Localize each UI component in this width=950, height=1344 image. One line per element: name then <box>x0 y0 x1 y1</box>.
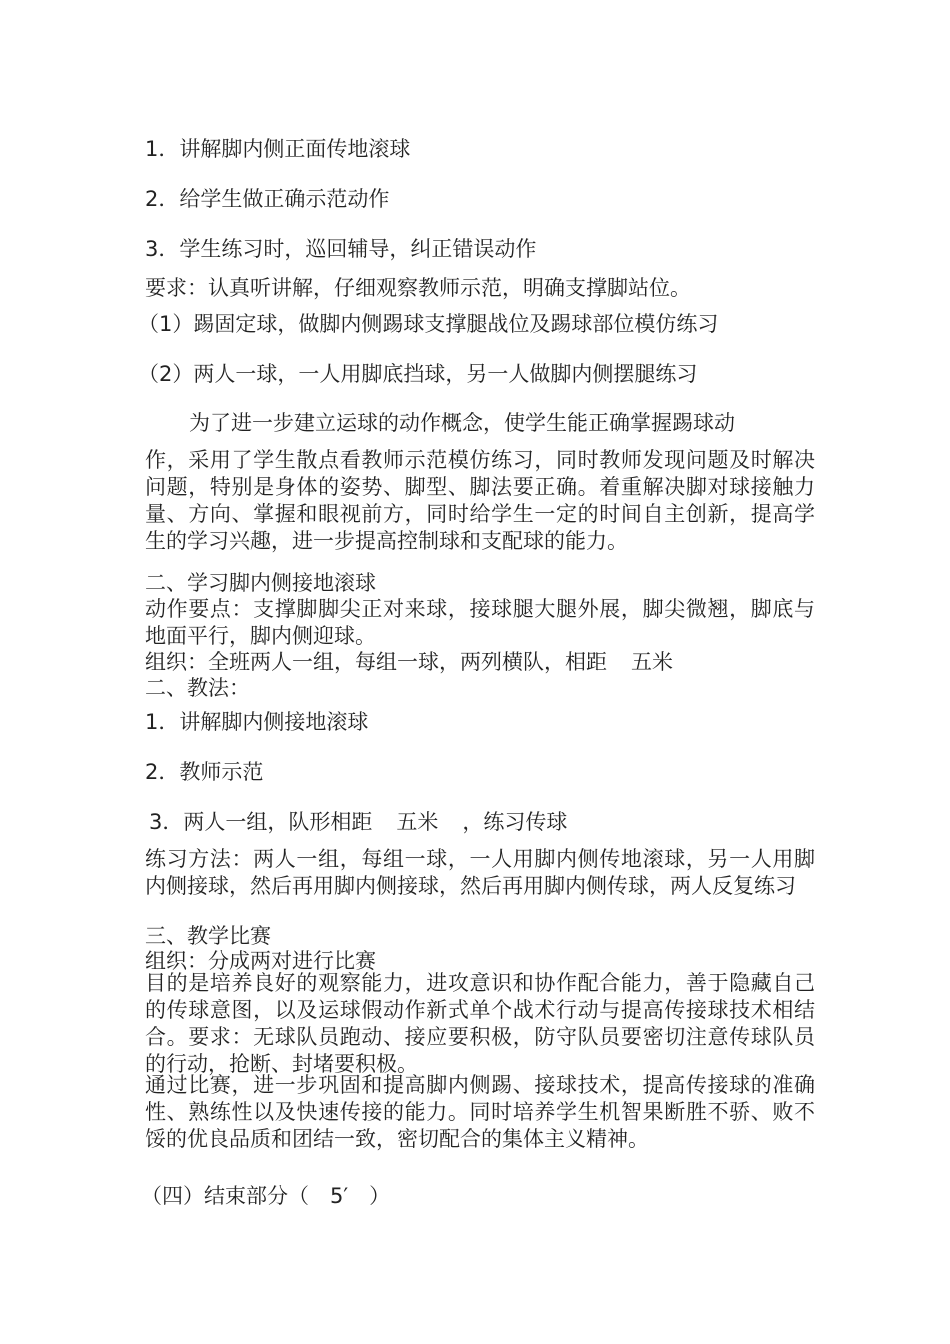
purpose-paragraph: 目的是培养良好的观察能力，进攻意识和协作配合能力，善于隐藏自己的传球意图，以及运球假动作新式单个战术行动与提高传接球技术相结合。要求：无球队员跑动、接应要积极，防守队员要密切注意传球队员的行动，抢断、封堵要积极。 <box>145 971 815 1076</box>
step-b-3 <box>149 809 567 835</box>
ending-part-title: （四）结束部分（ 5′ ） <box>141 1184 391 1208</box>
step-b-2: 2．教师示范 <box>145 760 264 784</box>
section-receive-title: 二、学习脚内侧接地滚球 <box>145 571 376 595</box>
step-b-3-suffix: ，练习传球 <box>462 810 568 834</box>
step-a-1: 1．讲解脚内侧正面传地滚球 <box>145 137 411 161</box>
step-b-3-prefix: 3．两人一组，队形相距 <box>149 810 373 834</box>
step-a-2: 2．给学生做正确示范动作 <box>145 187 390 211</box>
step-b-1: 1．讲解脚内侧接地滚球 <box>145 710 369 734</box>
intro-paragraph: 作，采用了学生散点看教师示范模仿练习，同时教师发现问题及时解决问题，特别是身体的姿势、脚型、脚法要正确。着重解决脚对球接触力量、方向、掌握和眼视前方，同时给学生一定的时间自主创新，提高学生的学习兴趣，进一步提高控制球和支配球的能力。 <box>145 448 815 553</box>
organization-a <box>145 649 673 675</box>
organization-a-distance: 五米 <box>631 650 673 674</box>
organization-b: 组织：分成两对进行比赛 <box>145 949 376 973</box>
summary-paragraph: 通过比赛，进一步巩固和提高脚内侧踢、接球技术，提高传接球的准确性、熟练性以及快速传接的能力。同时培养学生机智果断胜不骄、败不馁的优良品质和团结一致，密切配合的集体主义精神。 <box>145 1073 815 1151</box>
practice-1: （1）踢固定球，做脚内侧踢球支撑腿战位及踢球部位模仿练习 <box>138 312 719 336</box>
practice-method: 练习方法：两人一组，每组一球，一人用脚内侧传地滚球，另一人用脚内侧接球，然后再用脚内侧接球，然后再用脚内侧传球，两人反复练习 <box>145 847 815 898</box>
teaching-method-title: 二、教法： <box>145 676 250 700</box>
section-match-title: 三、教学比赛 <box>145 924 271 948</box>
organization-a-text: 组织：全班两人一组，每组一球，两列横队，相距 <box>145 650 607 674</box>
practice-2: （2）两人一球，一人用脚底挡球，另一人做脚内侧摆腿练习 <box>138 362 698 386</box>
intro-paragraph-first-line: 为了进一步建立运球的动作概念，使学生能正确掌握踢球动 <box>189 411 735 435</box>
step-a-3: 3．学生练习时，巡回辅导，纠正错误动作 <box>145 237 537 261</box>
action-points: 动作要点：支撑脚脚尖正对来球，接球腿大腿外展，脚尖微翘，脚底与地面平行，脚内侧迎球。 <box>145 597 815 648</box>
step-b-3-distance: 五米 <box>396 810 439 834</box>
requirement-a: 要求：认真听讲解，仔细观察教师示范，明确支撑脚站位。 <box>145 276 691 300</box>
